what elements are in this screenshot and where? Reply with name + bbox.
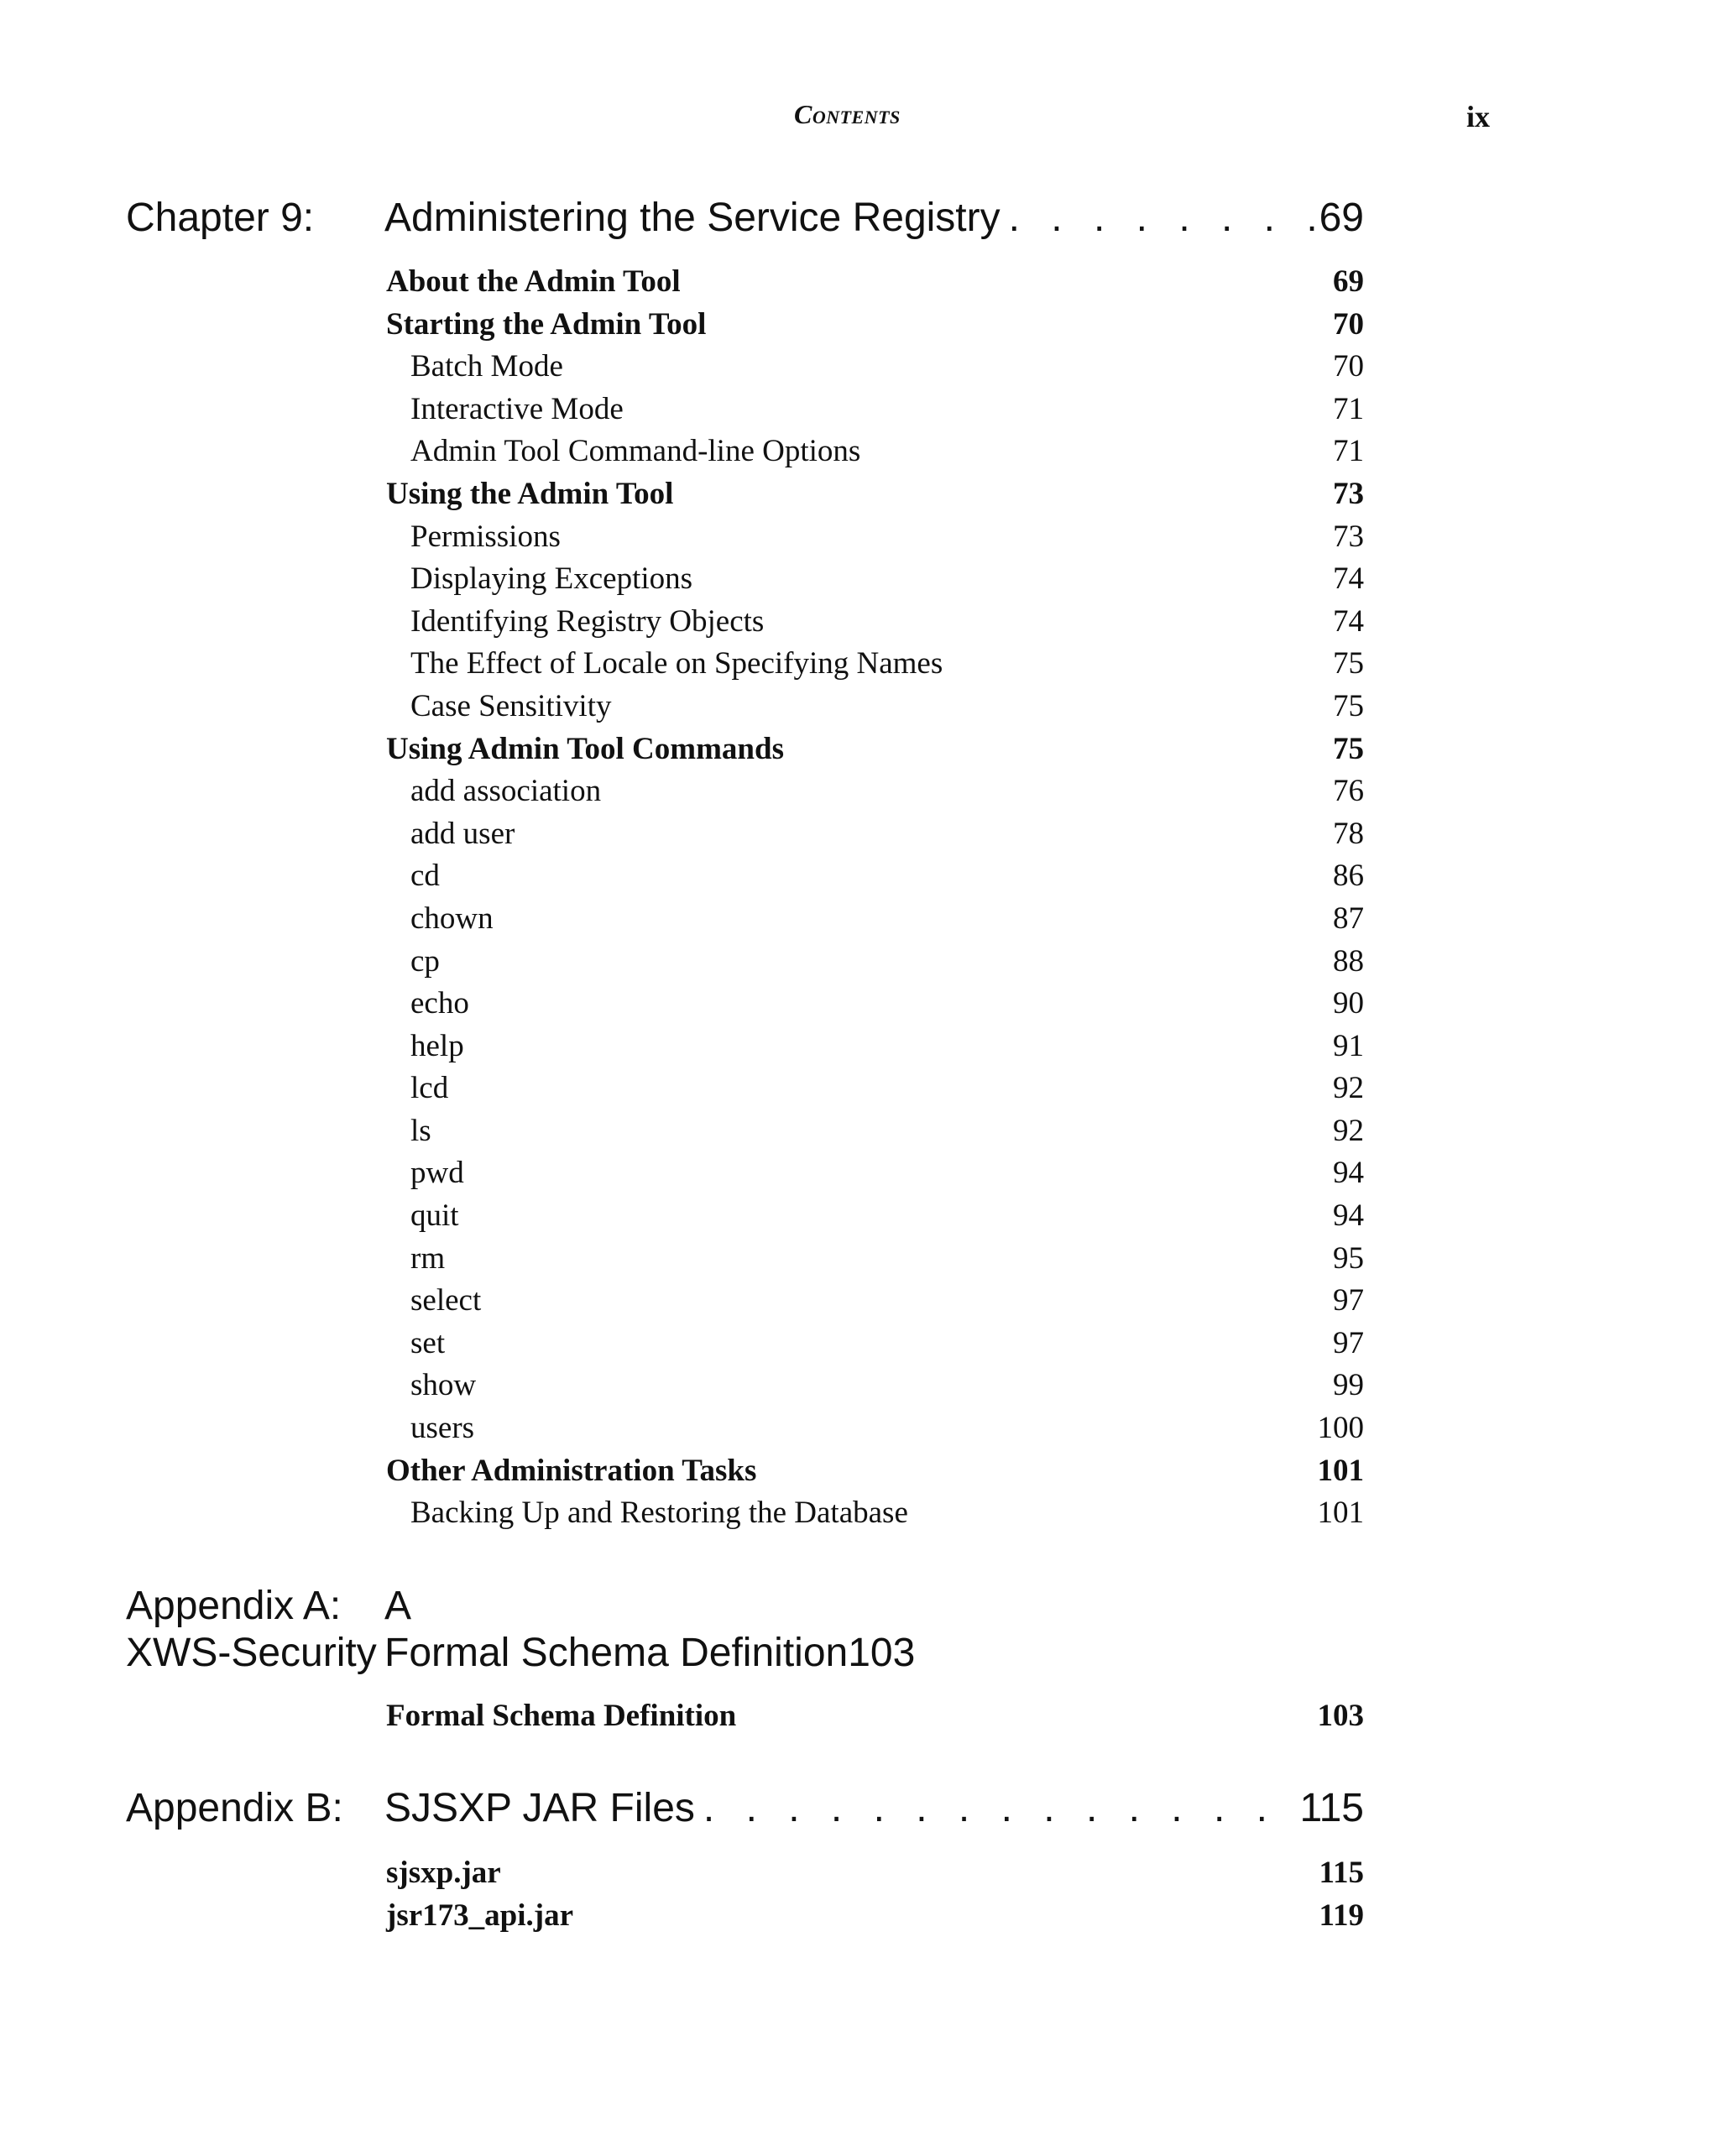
toc-entry[interactable] <box>386 304 1364 347</box>
toc-entry-title: Identifying Registry Objects <box>410 603 765 639</box>
chapter-heading[interactable] <box>126 195 1364 242</box>
toc-entry-page: 94 <box>1333 1198 1364 1234</box>
toc-entry[interactable] <box>386 855 1364 898</box>
toc-entry-title: ls <box>410 1113 431 1148</box>
toc-entry-title: jsr173_api.jar <box>386 1898 573 1933</box>
toc-entry-title: Starting the Admin Tool <box>386 306 707 342</box>
toc-entry-title: echo <box>410 986 469 1021</box>
chapter-9-section <box>126 195 1364 1535</box>
toc-entry-title: The Effect of Locale on Specifying Names <box>410 646 943 681</box>
toc-entry[interactable] <box>386 1365 1364 1407</box>
toc-entry-title: sjsxp.jar <box>386 1856 501 1890</box>
toc-entry-page: 92 <box>1333 1071 1364 1106</box>
toc-entry-title: Formal Schema Definition <box>386 1699 737 1733</box>
toc-entry-page: 97 <box>1333 1325 1364 1360</box>
toc-entry[interactable] <box>386 1407 1364 1450</box>
running-header-page-number: ix <box>1466 100 1491 133</box>
toc-entry[interactable] <box>386 1026 1364 1068</box>
chapter-title-row <box>384 195 1364 242</box>
toc-entry[interactable] <box>386 1280 1364 1323</box>
toc-entry[interactable] <box>386 941 1364 984</box>
toc-entry-list <box>386 1695 1364 1738</box>
appendix-a-section <box>126 1583 1364 1738</box>
appendix-b-heading[interactable] <box>126 1785 1364 1832</box>
toc-entry-title: add association <box>410 774 602 809</box>
toc-entry[interactable] <box>386 261 1364 304</box>
toc-entry-page: 97 <box>1333 1283 1364 1318</box>
toc-entry-title: Admin Tool Command-line Options <box>410 434 861 469</box>
toc-entry-title: quit <box>410 1198 459 1234</box>
toc-entry-list <box>386 261 1364 1535</box>
toc-entry[interactable] <box>386 601 1364 644</box>
toc-entry-page: 74 <box>1333 603 1364 639</box>
appendix-b-section <box>126 1785 1364 1937</box>
toc-entry-page: 100 <box>1317 1411 1364 1446</box>
toc-entry-page: 92 <box>1333 1113 1364 1148</box>
toc-entry[interactable] <box>386 728 1364 771</box>
toc-entry-page: 76 <box>1333 774 1364 809</box>
toc-entry-title: help <box>410 1028 464 1063</box>
toc-entry[interactable] <box>386 1152 1364 1195</box>
toc-entry[interactable] <box>386 389 1364 431</box>
dot-leader <box>695 1785 1300 1832</box>
chapter-title: Administering the Service Registry <box>384 196 1001 240</box>
toc-entry[interactable] <box>386 1852 1364 1895</box>
toc-entry-title: Batch Mode <box>410 349 563 384</box>
toc-entry-page: 103 <box>1317 1699 1364 1733</box>
toc-entry-page: 75 <box>1333 688 1364 723</box>
toc-entry-title: rm <box>410 1240 446 1276</box>
toc-entry-page: 70 <box>1333 306 1364 342</box>
toc-entry[interactable] <box>386 516 1364 559</box>
appendix-b-title-row <box>384 1785 1364 1832</box>
toc-entry-page: 94 <box>1333 1156 1364 1191</box>
toc-entry-page: 70 <box>1333 349 1364 384</box>
appendix-a-label: Appendix A: <box>126 1584 342 1628</box>
toc-entry-title: Displaying Exceptions <box>410 561 693 597</box>
toc-entry-page: 115 <box>1319 1856 1364 1890</box>
toc-entry-page: 99 <box>1333 1368 1364 1403</box>
toc-entry[interactable] <box>386 1450 1364 1493</box>
toc-entry[interactable] <box>386 770 1364 813</box>
toc-entry[interactable] <box>386 643 1364 686</box>
toc-entry[interactable] <box>386 1110 1364 1153</box>
toc-entry-page: 71 <box>1333 434 1364 469</box>
toc-entry-title: Using Admin Tool Commands <box>386 731 784 766</box>
toc-entry[interactable] <box>386 686 1364 728</box>
toc-entry-page: 75 <box>1333 731 1364 766</box>
running-header-title: Contents <box>794 99 901 129</box>
toc-entry-title: add user <box>410 816 515 851</box>
chapter-page: 69 <box>1319 196 1364 240</box>
toc-entry-title: Other Administration Tasks <box>386 1453 757 1488</box>
appendix-a-title-line2: Formal Schema Definition103 <box>384 1631 916 1675</box>
toc-entry-title: users <box>410 1411 475 1446</box>
toc-entry-title: Interactive Mode <box>410 391 624 426</box>
appendix-b-title: SJSXP JAR Files <box>384 1786 695 1830</box>
toc-entry-title: Using the Admin Tool <box>386 476 674 511</box>
appendix-b-page: 115 <box>1299 1786 1364 1830</box>
toc-entry-page: 90 <box>1333 986 1364 1021</box>
toc-entry-title: show <box>410 1368 477 1403</box>
toc-entry[interactable] <box>386 1695 1364 1738</box>
toc-entry-page: 73 <box>1333 476 1364 511</box>
appendix-a-title-line1: A <box>384 1584 412 1628</box>
toc-entry-title: Case Sensitivity <box>410 688 612 723</box>
toc-entry-title: About the Admin Tool <box>386 264 681 299</box>
toc-entry[interactable] <box>386 431 1364 473</box>
toc-entry[interactable] <box>386 1068 1364 1110</box>
dot-leader <box>1001 195 1319 242</box>
appendix-a-label-line2: XWS-Security <box>126 1631 377 1675</box>
toc-entry-title: chown <box>410 901 494 936</box>
toc-entry[interactable] <box>386 983 1364 1026</box>
toc-entry-page: 88 <box>1333 943 1364 979</box>
toc-entry[interactable] <box>386 1492 1364 1535</box>
toc-entry-title: cd <box>410 859 440 894</box>
toc-entry-page: 95 <box>1333 1240 1364 1276</box>
toc-entry-page: 74 <box>1333 561 1364 597</box>
toc-entry[interactable] <box>386 346 1364 389</box>
appendix-a-heading[interactable] <box>126 1583 1364 1677</box>
toc-entry-title: cp <box>410 943 440 979</box>
running-header <box>0 99 1719 141</box>
toc-entry[interactable] <box>386 1195 1364 1238</box>
toc-entry-title: Backing Up and Restoring the Database <box>410 1496 908 1531</box>
toc-entry-page: 71 <box>1333 391 1364 426</box>
toc-entry-page: 119 <box>1319 1898 1364 1933</box>
toc-entry-page: 78 <box>1333 816 1364 851</box>
toc-entry-title: set <box>410 1325 446 1360</box>
appendix-b-label: Appendix B: <box>126 1786 343 1830</box>
toc-entry-page: 87 <box>1333 901 1364 936</box>
toc-entry-list <box>386 1852 1364 1937</box>
toc-entry[interactable] <box>386 813 1364 856</box>
toc-entry-title: select <box>410 1283 482 1318</box>
toc-entry-page: 69 <box>1333 264 1364 299</box>
toc-entry-title: lcd <box>410 1071 449 1106</box>
toc-entry-page: 101 <box>1317 1453 1364 1488</box>
toc-entry-page: 91 <box>1333 1028 1364 1063</box>
chapter-label: Chapter 9: <box>126 196 315 240</box>
toc-entry[interactable] <box>386 1895 1364 1938</box>
toc-entry[interactable] <box>386 898 1364 941</box>
toc-entry[interactable] <box>386 473 1364 516</box>
toc-entry-title: Permissions <box>410 519 561 554</box>
toc-entry[interactable] <box>386 1238 1364 1281</box>
toc-entry-title: pwd <box>410 1156 464 1191</box>
toc-entry-page: 75 <box>1333 646 1364 681</box>
toc-entry[interactable] <box>386 1323 1364 1365</box>
toc-entry-page: 73 <box>1333 519 1364 554</box>
toc-entry-page: 101 <box>1317 1496 1364 1531</box>
toc-entry-page: 86 <box>1333 859 1364 894</box>
toc-entry[interactable] <box>386 558 1364 601</box>
